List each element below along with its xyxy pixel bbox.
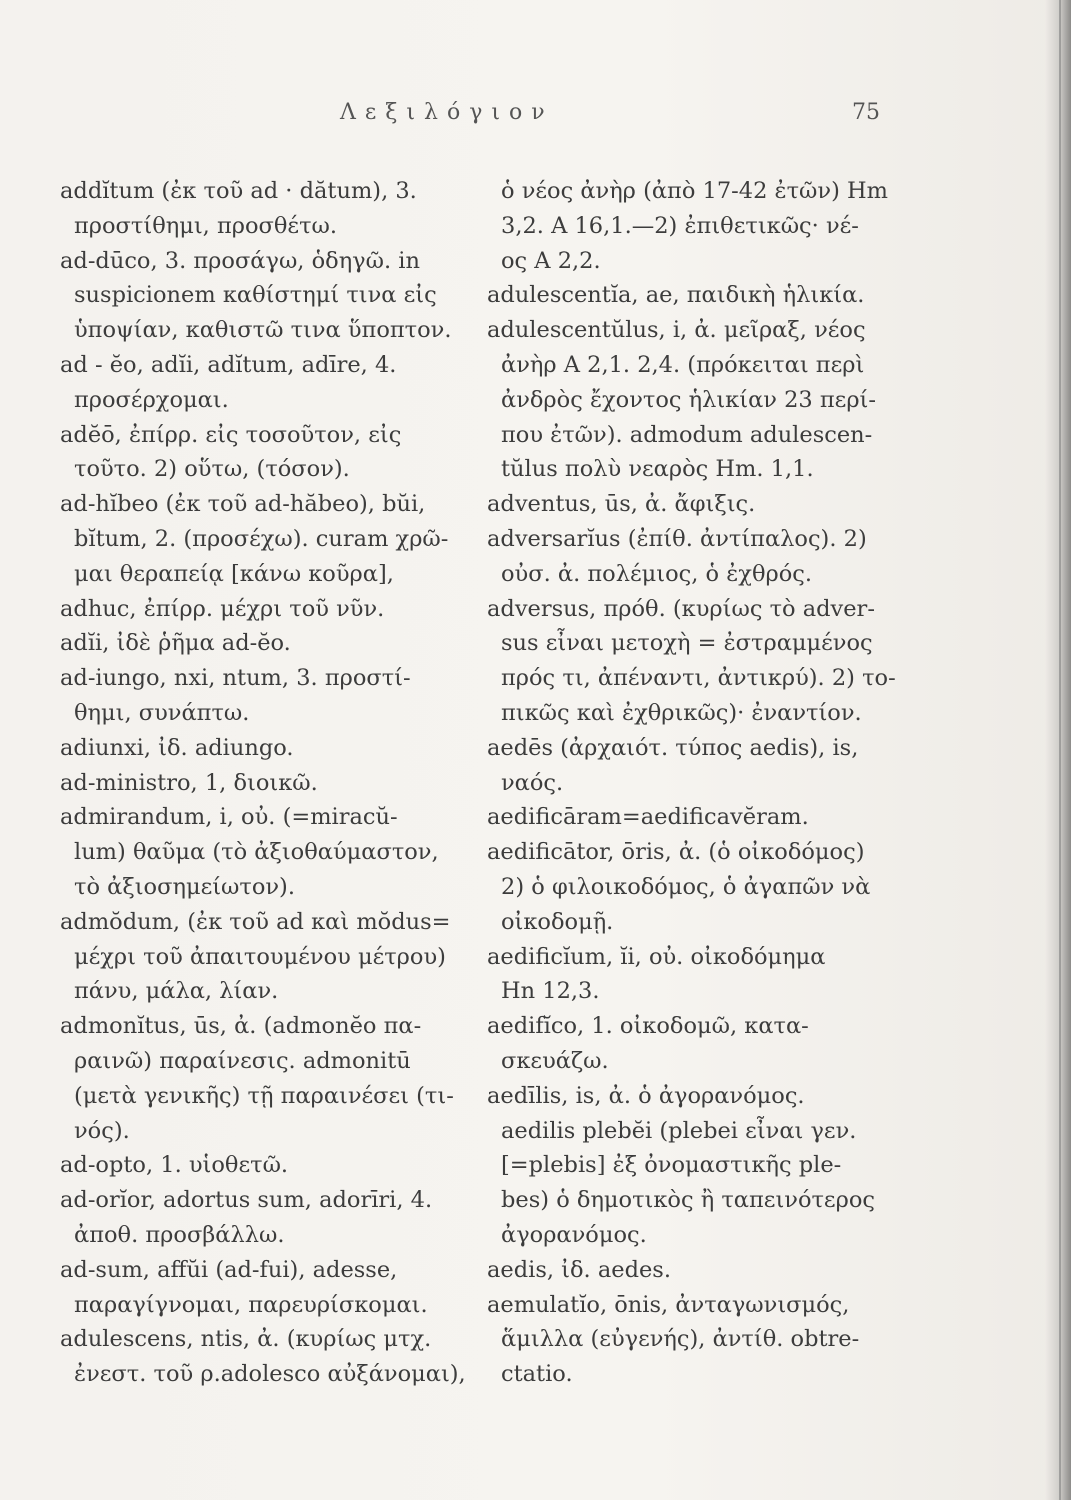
left-line: ραινῶ) παραίνεσις. admonitū <box>74 1047 411 1074</box>
left-line: ad - ĕo, adĭi, adĭtum, adīre, 4. <box>60 351 397 378</box>
right-line: aedīlis, is, ἀ. ὁ ἀγορανόμος. <box>487 1082 805 1109</box>
right-line: ἅμιλλα (εὐγενής), ἀντίθ. obtre- <box>501 1326 860 1353</box>
left-line: addĭtum (ἐκ τοῦ ad · dătum), 3. <box>60 178 417 204</box>
left-line: μέχρι τοῦ ἀπαιτουμένου μέτρου) <box>74 943 446 970</box>
right-line: ἀγορανόμος. <box>501 1221 647 1248</box>
left-line: admŏdum, (ἐκ τοῦ ad καὶ mŏdus= <box>60 908 451 935</box>
right-line: aedilis plebĕi (plebei εἶναι γεν. <box>501 1117 857 1144</box>
left-line: πάνυ, μάλα, λίαν. <box>74 978 279 1005</box>
left-line: ἀποθ. προσβάλλω. <box>74 1221 285 1248</box>
left-line: adĭi, ἰδὲ ῥῆμα ad-ĕo. <box>60 630 291 657</box>
right-line: ος A 2,2. <box>501 247 601 274</box>
right-line: [=plebis] ἐξ ὀνομαστικῆς ple- <box>501 1152 842 1179</box>
left-line: θημι, συνάπτω. <box>74 699 250 726</box>
right-line: adversarĭus (ἐπίθ. ἀντίπαλος). 2) <box>487 525 867 552</box>
right-line: Hn 12,3. <box>501 978 600 1005</box>
right-line: aedēs (ἀρχαιότ. τύπος aedis), is, <box>487 734 859 761</box>
left-column <box>60 174 480 1392</box>
left-line: ad-orĭor, adortus sum, adorīri, 4. <box>60 1187 433 1214</box>
right-line: ἀνὴρ A 2,1. 2,4. (πρόκειται περὶ <box>501 351 865 378</box>
left-line: (μετὰ γενικῆς) τῇ παραινέσει (τι- <box>74 1082 454 1109</box>
left-line: ad-ministro, 1, διοικῶ. <box>60 769 318 796</box>
left-line: τὸ ἀξιοσημείωτον). <box>74 873 295 900</box>
right-line: adulescentĭa, ae, παιδικὴ ἡλικία. <box>487 282 865 309</box>
right-line: adventus, ūs, ἀ. ἄφιξις. <box>487 491 756 518</box>
right-line: aemulatĭo, ōnis, ἀνταγωνισμός, <box>487 1291 850 1318</box>
left-line: ἐνεστ. τοῦ ρ.adolesco αὐξάνομαι), <box>74 1361 466 1388</box>
right-line: aedificāram=aedificavĕram. <box>487 804 809 831</box>
left-line: ad-sum, affŭi (ad-fui), adesse, <box>60 1256 398 1283</box>
right-line: sus εἶναι μετοχὴ = ἐστραμμένος <box>501 630 873 657</box>
left-line: ad-iungo, nxi, ntum, 3. προστί- <box>60 665 411 692</box>
left-line: προστίθημι, προσθέτω. <box>74 212 338 239</box>
left-line: suspicionem καθίστημί τινα εἰς <box>74 282 437 309</box>
page-edge-shadow <box>1045 0 1071 1500</box>
right-line: ctatio. <box>501 1361 573 1388</box>
left-line: μαι θεραπείᾳ [κάνω κοῦρα], <box>74 560 394 587</box>
right-line: tŭlus πολὺ νεαρὸς Hm. 1,1. <box>501 456 814 483</box>
left-line: bĭtum, 2. (προσέχω). curam χρῶ- <box>74 525 449 552</box>
left-line: adiunxi, ἰδ. adiungo. <box>60 734 294 761</box>
right-line: σκευάζω. <box>501 1047 609 1074</box>
left-line: νός). <box>74 1117 130 1144</box>
page-edge-line <box>1059 0 1061 1500</box>
left-line: ad-hĭbeo (ἐκ τοῦ ad-hăbeo), bŭi, <box>60 491 426 518</box>
right-line: πρός τι, ἀπέναντι, ἀντικρύ). 2) το- <box>501 665 896 692</box>
right-line: πικῶς καὶ ἐχθρικῶς)· ἐναντίον. <box>501 699 862 726</box>
running-title: Λεξιλόγιον <box>340 100 554 125</box>
right-line: aedificĭum, ĭi, οὐ. οἰκοδόμημα <box>487 943 826 970</box>
right-line: aedifĭco, 1. οἰκοδομῶ, κατα- <box>487 1013 809 1040</box>
running-head <box>0 100 1071 140</box>
right-line: bes) ὁ δημοτικὸς ἢ ταπεινότερος <box>501 1187 875 1214</box>
left-line: admonĭtus, ūs, ἀ. (admonĕo πα- <box>60 1013 422 1040</box>
right-line: που ἐτῶν). admodum adulescen- <box>501 421 873 448</box>
right-line: οὐσ. ἀ. πολέμιος, ὁ ἐχθρός. <box>501 560 813 587</box>
right-line: ἀνδρὸς ἔχοντος ἡλικίαν 23 περί- <box>501 386 876 413</box>
left-line: ad-opto, 1. υἱοθετῶ. <box>60 1152 289 1179</box>
left-line: adulescens, ntis, ἀ. (κυρίως μτχ. <box>60 1326 432 1353</box>
right-line: adversus, πρόθ. (κυρίως τὸ adver- <box>487 595 875 622</box>
left-line: adhuc, ἐπίρρ. μέχρι τοῦ νῦν. <box>60 595 385 622</box>
right-line: 3,2. A 16,1.—2) ἐπιθετικῶς· νέ- <box>501 212 859 239</box>
right-line: aedificātor, ōris, ἀ. (ὁ οἰκοδόμος) <box>487 839 865 866</box>
left-line: προσέρχομαι. <box>74 386 229 413</box>
left-line: adĕō, ἐπίρρ. εἰς τοσοῦτον, εἰς <box>60 421 402 448</box>
left-line: admirandum, i, οὐ. (=miracŭ- <box>60 804 398 831</box>
left-line: παραγίγνομαι, παρευρίσκομαι. <box>74 1291 428 1318</box>
left-line: ὑποψίαν, καθιστῶ τινα ὕποπτον. <box>74 317 452 344</box>
right-line: adulescentŭlus, i, ἀ. μεῖραξ, νέος <box>487 317 866 344</box>
page-number: 75 <box>852 100 880 125</box>
left-line: τοῦτο. 2) οὕτω, (τόσον). <box>74 456 350 483</box>
right-line: ὁ νέος ἀνὴρ (ἀπὸ 17-42 ἐτῶν) Hm <box>501 178 888 204</box>
right-line: 2) ὁ φιλοικοδόμος, ὁ ἀγαπῶν νὰ <box>501 873 871 900</box>
left-line: lum) θαῦμα (τὸ ἀξιοθαύμαστον, <box>74 839 439 866</box>
right-line: ναός. <box>501 769 564 796</box>
right-line: aedis, ἰδ. aedes. <box>487 1256 671 1283</box>
left-line: ad-dūco, 3. προσάγω, ὁδηγῶ. in <box>60 247 420 274</box>
right-column <box>487 174 907 1392</box>
right-line: οἰκοδομῇ. <box>501 908 614 935</box>
